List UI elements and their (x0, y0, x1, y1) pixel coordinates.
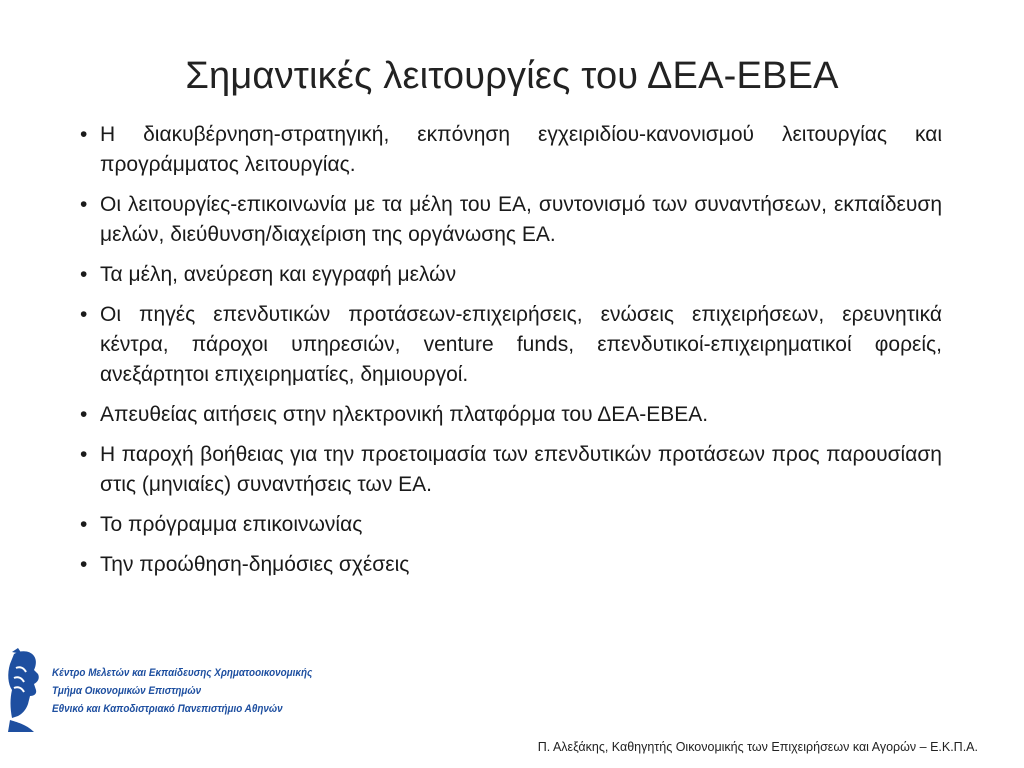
bullet-item (80, 440, 942, 500)
bullet-list (80, 120, 942, 590)
bullet-marker: • (80, 193, 88, 216)
bullet-text: Η διακυβέρνηση-στρατηγική, εκπόνηση εγχειριδίου-κανονισμού λειτουργίας και προγράμματος λειτουργίας. (100, 123, 942, 176)
bullet-marker: • (80, 403, 88, 426)
logo-line-center: Κέντρο Μελετών και Εκπαίδευσης Χρηματοοικονομικής (52, 667, 313, 679)
bullet-marker: • (80, 303, 88, 326)
bullet-item (80, 120, 942, 180)
bullet-item (80, 190, 942, 250)
bullet-text: Απευθείας αιτήσεις στην ηλεκτρονική πλατφόρμα του ΔΕΑ-ΕΒΕΑ. (100, 403, 709, 426)
footer-credit: Π. Αλεξάκης, Καθηγητής Οικονομικής των Επιχειρήσεων και Αγορών – Ε.Κ.Π.Α. (537, 740, 978, 754)
bullet-item (80, 400, 942, 430)
bullet-text: Η παροχή βοήθειας για την προετοιμασία των επενδυτικών προτάσεων προς παρουσίαση στις (μηνιαίες) συναντήσεις των ΕΑ. (100, 443, 942, 496)
bullet-marker: • (80, 263, 88, 286)
bullet-text: Το πρόγραμμα επικοινωνίας (100, 513, 363, 536)
bullet-text: Τα μέλη, ανεύρεση και εγγραφή μελών (100, 263, 457, 286)
bullet-marker: • (80, 123, 88, 146)
university-logo (4, 648, 313, 732)
bullet-text: Οι πηγές επενδυτικών προτάσεων-επιχειρήσεις, ενώσεις επιχειρήσεων, ερευνητικά κέντρα, πάροχοι υπηρεσιών, venture funds, επενδυτικοί-επιχειρηματικοί φορείς, ανεξάρτητοι επιχειρηματίες, δημιουργοί. (100, 303, 942, 386)
bullet-marker: • (80, 443, 88, 466)
bullet-item (80, 550, 942, 580)
slide-title: Σημαντικές λειτουργίες του ΔΕΑ-ΕΒΕΑ (185, 55, 839, 97)
bullet-item (80, 300, 942, 390)
bullet-text: Την προώθηση-δημόσιες σχέσεις (100, 553, 410, 576)
bullet-text: Οι λειτουργίες-επικοινωνία με τα μέλη του ΕΑ, συντονισμό των συναντήσεων, εκπαίδευση μελών, διεύθυνση/διαχείριση της οργάνωσης ΕΑ. (100, 193, 942, 246)
bullet-item (80, 510, 942, 540)
logo-line-department: Τμήμα Οικονομικών Επιστημών (52, 685, 202, 697)
bullet-item (80, 260, 942, 290)
logo-text (52, 664, 313, 718)
bullet-marker: • (80, 553, 88, 576)
athena-head-icon (4, 648, 48, 732)
bullet-marker: • (80, 513, 88, 536)
logo-line-university: Εθνικό και Καποδιστριακό Πανεπιστήμιο Αθηνών (52, 703, 283, 715)
